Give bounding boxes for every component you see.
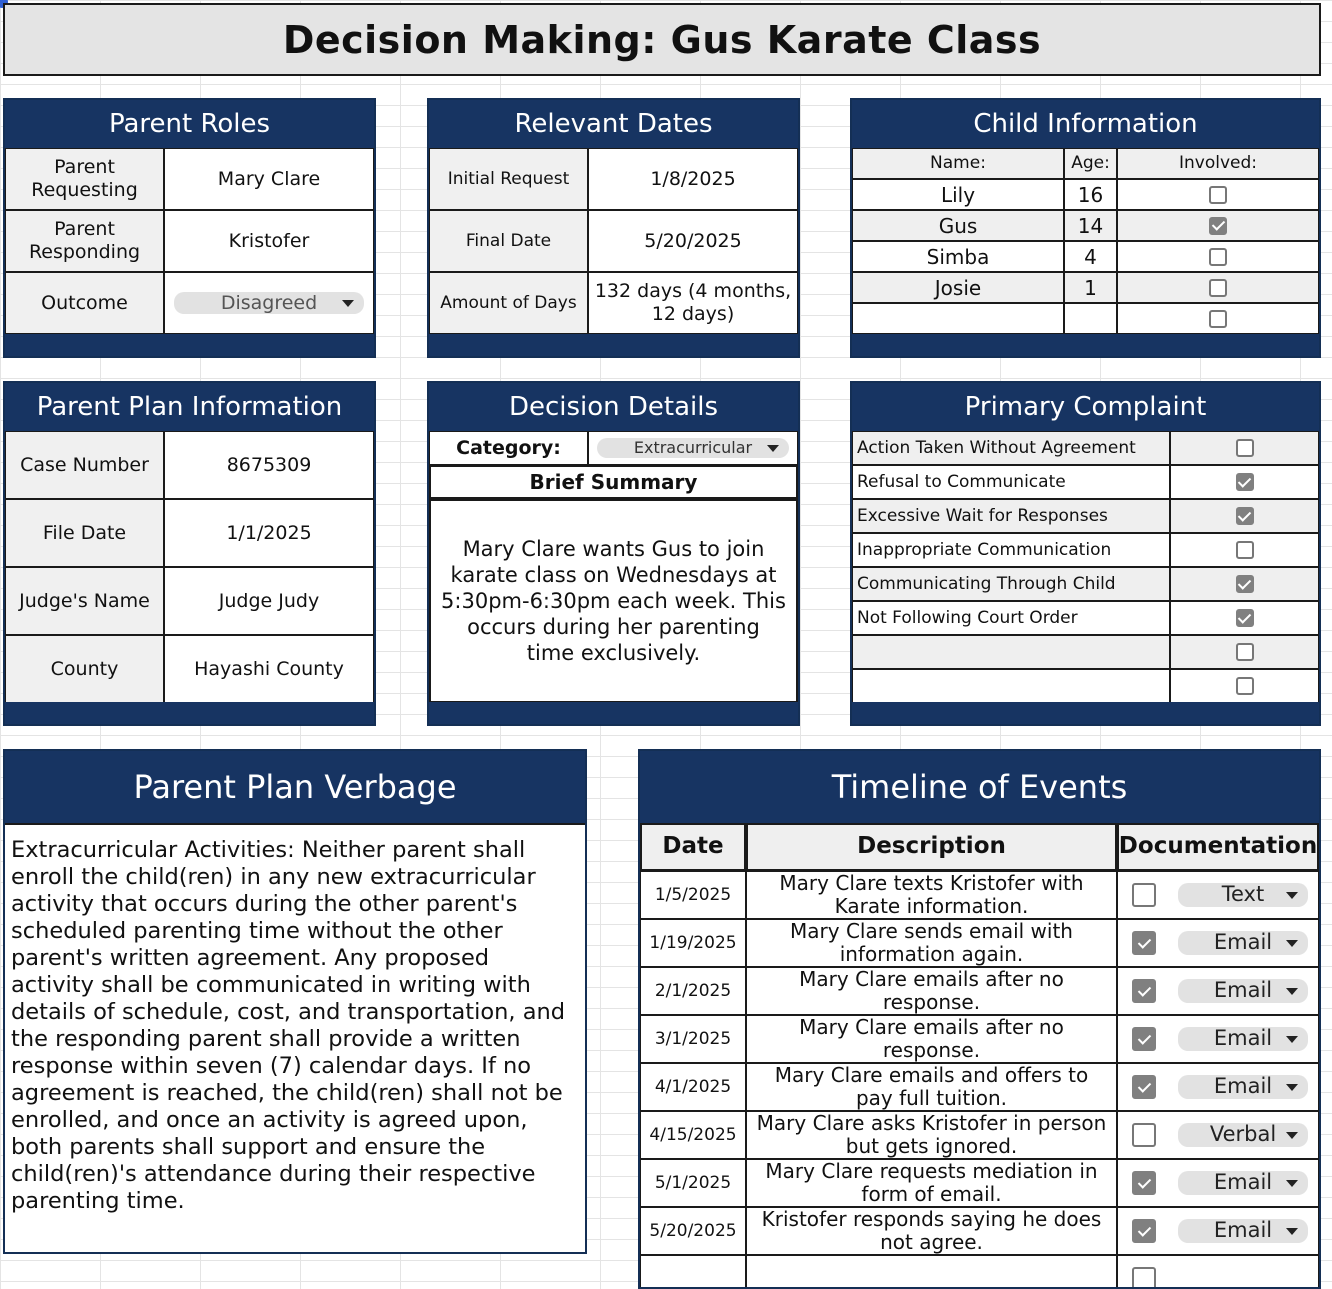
documentation-checkbox[interactable] [1132,1075,1156,1099]
timeline-documentation-cell [1117,967,1319,1015]
documentation-checkbox[interactable] [1132,1219,1156,1243]
brief-summary-header: Brief Summary [429,465,798,499]
child-age-cell[interactable]: 16 [1064,179,1117,210]
timeline-date-cell[interactable]: 2/1/2025 [640,967,746,1015]
parent-plan-verbage-panel [3,749,587,1254]
panel-footer [5,702,374,724]
timeline-header: Timeline of Events [640,751,1319,823]
documentation-type: Email [1213,978,1273,1003]
parent-responding-label: Parent Responding [5,210,164,272]
documentation-checkbox[interactable] [1132,1027,1156,1051]
decision-details-panel [427,381,800,726]
timeline-date-cell[interactable]: 5/20/2025 [640,1207,746,1255]
documentation-checkbox[interactable] [1132,1267,1156,1289]
final-date-label: Final Date [429,210,588,272]
child-age-cell[interactable]: 4 [1064,241,1117,272]
complaint-checkbox-cell [1170,635,1319,669]
involved-checkbox[interactable] [1209,310,1227,328]
documentation-dropdown[interactable] [1178,979,1308,1003]
parent-plan-information-panel [3,381,376,726]
parent-plan-information-header: Parent Plan Information [5,383,374,431]
relevant-dates-panel [427,98,800,358]
parent-responding-value[interactable]: Kristofer [164,210,374,272]
documentation-type: Email [1213,930,1273,955]
involved-checkbox[interactable] [1209,186,1227,204]
chevron-down-icon [767,445,779,452]
case-number-value[interactable]: 8675309 [164,431,374,499]
category-label: Category: [429,431,588,465]
panel-footer [5,334,374,356]
timeline-date-cell[interactable]: 4/1/2025 [640,1063,746,1111]
chevron-down-icon [1286,1180,1298,1187]
parent-plan-verbage-text[interactable]: Extracurricular Activities: Neither parent shall enroll the child(ren) in any new extracurricular activity that occurs during the other parent's scheduled parenting time without the other parent's written agreement. Any proposed activity shall be communicated in writing with details of schedule, cost, and transportation, and the responding parent shall provide a written response within seven (7) calendar days. If no agreement is reached, the child(ren) shall not be enrolled, and once an activity is agreed upon, both parents shall support and ensure the child(ren)'s attendance during their respective parenting time. [5,823,585,1252]
documentation-type: Text [1221,882,1265,907]
parent-requesting-label: Parent Requesting [5,148,164,210]
decision-details-header: Decision Details [429,383,798,431]
chevron-down-icon [1286,1228,1298,1235]
complaint-checkbox[interactable] [1236,439,1254,457]
child-involved-cell [1117,272,1319,303]
documentation-type: Email [1213,1218,1273,1243]
file-date-value[interactable]: 1/1/2025 [164,499,374,567]
timeline-documentation-cell [1117,1015,1319,1063]
complaint-checkbox[interactable] [1236,473,1254,491]
complaint-checkbox[interactable] [1236,609,1254,627]
complaint-label [852,669,1170,703]
child-information-header: Child Information [852,100,1319,148]
panel-footer [429,334,798,356]
file-date-label: File Date [5,499,164,567]
initial-request-value[interactable]: 1/8/2025 [588,148,798,210]
parent-plan-verbage-header: Parent Plan Verbage [5,751,585,823]
child-involved-cell [1117,210,1319,241]
documentation-type: Email [1213,1170,1273,1195]
child-age-cell[interactable]: 14 [1064,210,1117,241]
chevron-down-icon [1286,892,1298,899]
complaint-checkbox-cell [1170,431,1319,465]
parent-roles-panel [3,98,376,358]
judge-name-label: Judge's Name [5,567,164,635]
category-cell [588,431,798,465]
documentation-checkbox[interactable] [1132,1123,1156,1147]
complaint-label [852,635,1170,669]
final-date-value[interactable]: 5/20/2025 [588,210,798,272]
complaint-checkbox-cell [1170,567,1319,601]
child-name-cell[interactable] [852,303,1064,334]
judge-name-value[interactable]: Judge Judy [164,567,374,635]
documentation-dropdown[interactable] [1178,1171,1308,1195]
child-involved-cell [1117,241,1319,272]
child-name-cell[interactable]: Gus [852,210,1064,241]
child-col-age: Age: [1064,148,1117,179]
relevant-dates-header: Relevant Dates [429,100,798,148]
child-name-cell[interactable]: Simba [852,241,1064,272]
timeline-description-cell[interactable]: Mary Clare requests mediation in form of email. [746,1159,1117,1207]
involved-checkbox[interactable] [1209,248,1227,266]
timeline-documentation-cell [1117,1207,1319,1255]
timeline-documentation-cell [1117,1111,1319,1159]
documentation-dropdown[interactable] [1178,1123,1308,1147]
complaint-checkbox[interactable] [1236,541,1254,559]
panel-footer [429,702,798,724]
timeline-date-cell[interactable]: 1/5/2025 [640,871,746,919]
timeline-col-date: Date [640,823,746,871]
documentation-type: Verbal [1209,1122,1277,1147]
chevron-down-icon [342,300,354,307]
documentation-dropdown[interactable] [1178,1027,1308,1051]
outcome-cell [164,272,374,334]
timeline-date-cell[interactable]: 3/1/2025 [640,1015,746,1063]
documentation-type: Email [1213,1074,1273,1099]
case-number-label: Case Number [5,431,164,499]
timeline-documentation-cell [1117,871,1319,919]
initial-request-label: Initial Request [429,148,588,210]
timeline-col-documentation: Documentation [1117,823,1319,871]
timeline-documentation-cell [1117,1159,1319,1207]
child-name-cell[interactable]: Josie [852,272,1064,303]
child-age-cell[interactable] [1064,303,1117,334]
timeline-description-cell[interactable]: Kristofer responds saying he does not agree. [746,1207,1117,1255]
child-involved-cell [1117,179,1319,210]
timeline-description-cell[interactable]: Mary Clare emails and offers to pay full tuition. [746,1063,1117,1111]
primary-complaint-header: Primary Complaint [852,383,1319,431]
documentation-dropdown[interactable] [1178,931,1308,955]
child-name-cell[interactable]: Lily [852,179,1064,210]
timeline-date-cell[interactable] [640,1255,746,1289]
complaint-checkbox[interactable] [1236,575,1254,593]
timeline-description-cell[interactable]: Mary Clare sends email with information again. [746,919,1117,967]
child-involved-cell [1117,303,1319,334]
timeline-description-cell[interactable] [746,1255,1117,1289]
involved-checkbox[interactable] [1209,217,1227,235]
documentation-checkbox[interactable] [1132,883,1156,907]
category-value: Extracurricular [633,438,753,458]
complaint-checkbox-cell [1170,465,1319,499]
complaint-checkbox[interactable] [1236,677,1254,695]
documentation-checkbox[interactable] [1132,931,1156,955]
complaint-label: Action Taken Without Agreement [852,431,1170,465]
timeline-of-events-panel [638,749,1321,1289]
outcome-value: Disagreed [220,291,318,314]
amount-of-days-value[interactable]: 132 days (4 months, 12 days) [588,272,798,334]
documentation-type: Email [1213,1026,1273,1051]
documentation-dropdown[interactable] [1178,1219,1308,1243]
chevron-down-icon [1286,988,1298,995]
panel-footer [852,702,1319,724]
category-dropdown[interactable] [597,438,789,458]
brief-summary-text[interactable]: Mary Clare wants Gus to join karate class on Wednesdays at 5:30pm-6:30pm each week. This occurs during her parenting time exclusively. [429,499,798,703]
documentation-checkbox[interactable] [1132,979,1156,1003]
outcome-label: Outcome [5,272,164,334]
chevron-down-icon [1286,1132,1298,1139]
documentation-dropdown[interactable] [1178,1075,1308,1099]
parent-requesting-value[interactable]: Mary Clare [164,148,374,210]
timeline-documentation-cell [1117,1255,1319,1289]
chevron-down-icon [1286,1036,1298,1043]
complaint-label: Communicating Through Child [852,567,1170,601]
child-age-cell[interactable]: 1 [1064,272,1117,303]
chevron-down-icon [1286,1084,1298,1091]
timeline-date-cell[interactable]: 5/1/2025 [640,1159,746,1207]
chevron-down-icon [1286,940,1298,947]
complaint-checkbox-cell [1170,499,1319,533]
page-title: Decision Making: Gus Karate Class [3,3,1321,76]
complaint-checkbox[interactable] [1236,507,1254,525]
primary-complaint-panel [850,381,1321,726]
timeline-description-cell[interactable]: Mary Clare emails after no response. [746,967,1117,1015]
timeline-description-cell[interactable]: Mary Clare emails after no response. [746,1015,1117,1063]
timeline-col-description: Description [746,823,1117,871]
outcome-dropdown[interactable] [174,292,364,314]
timeline-documentation-cell [1117,919,1319,967]
child-information-panel [850,98,1321,358]
timeline-documentation-cell [1117,1063,1319,1111]
timeline-date-cell[interactable]: 1/19/2025 [640,919,746,967]
complaint-label: Excessive Wait for Responses [852,499,1170,533]
complaint-label: Refusal to Communicate [852,465,1170,499]
complaint-label: Not Following Court Order [852,601,1170,635]
child-col-name: Name: [852,148,1064,179]
parent-roles-header: Parent Roles [5,100,374,148]
timeline-date-cell[interactable]: 4/15/2025 [640,1111,746,1159]
complaint-label: Inappropriate Communication [852,533,1170,567]
complaint-checkbox-cell [1170,533,1319,567]
complaint-checkbox[interactable] [1236,643,1254,661]
timeline-description-cell[interactable]: Mary Clare asks Kristofer in person but gets ignored. [746,1111,1117,1159]
involved-checkbox[interactable] [1209,279,1227,297]
documentation-checkbox[interactable] [1132,1171,1156,1195]
complaint-checkbox-cell [1170,601,1319,635]
panel-footer [852,334,1319,356]
county-label: County [5,635,164,703]
child-col-involved: Involved: [1117,148,1319,179]
documentation-dropdown[interactable] [1178,883,1308,907]
complaint-checkbox-cell [1170,669,1319,703]
amount-of-days-label: Amount of Days [429,272,588,334]
timeline-description-cell[interactable]: Mary Clare texts Kristofer with Karate information. [746,871,1117,919]
county-value[interactable]: Hayashi County [164,635,374,703]
